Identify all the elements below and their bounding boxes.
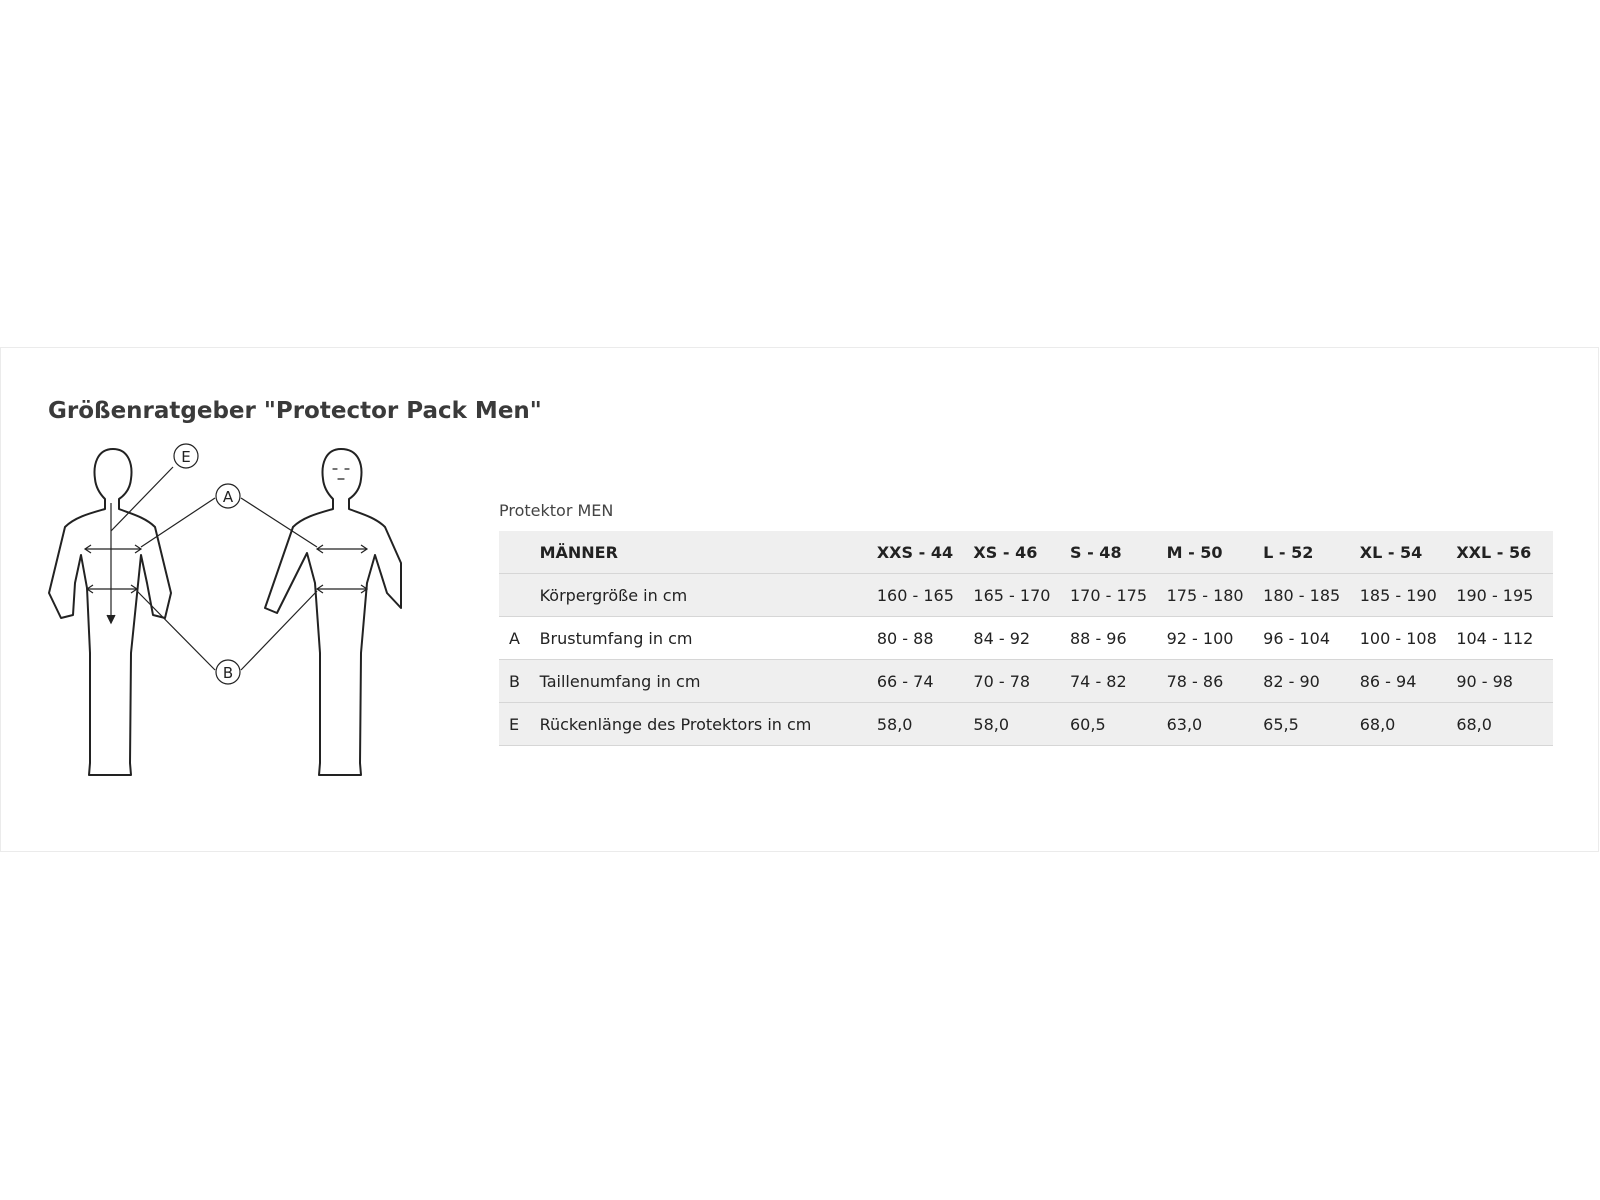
header-size: L - 52 bbox=[1263, 531, 1360, 574]
row-value: 78 - 86 bbox=[1167, 660, 1264, 703]
svg-text:B: B bbox=[222, 664, 234, 682]
row-value: 58,0 bbox=[973, 703, 1070, 746]
row-value: 175 - 180 bbox=[1167, 574, 1264, 617]
size-guide-panel bbox=[0, 347, 1599, 852]
marker-e bbox=[174, 444, 198, 468]
row-value: 68,0 bbox=[1360, 703, 1457, 746]
row-value: 96 - 104 bbox=[1263, 617, 1360, 660]
table-header-row bbox=[499, 531, 1553, 574]
front-view-body bbox=[265, 449, 401, 775]
row-value: 80 - 88 bbox=[877, 617, 974, 660]
body-measurement-figure bbox=[45, 443, 425, 803]
row-value: 190 - 195 bbox=[1456, 574, 1553, 617]
row-key: A bbox=[499, 617, 540, 660]
row-value: 60,5 bbox=[1070, 703, 1167, 746]
marker-b bbox=[216, 660, 240, 684]
row-label: Brustumfang in cm bbox=[540, 617, 877, 660]
table-row bbox=[499, 703, 1553, 746]
row-key: B bbox=[499, 660, 540, 703]
row-value: 180 - 185 bbox=[1263, 574, 1360, 617]
header-size: M - 50 bbox=[1167, 531, 1264, 574]
table-row bbox=[499, 617, 1553, 660]
header-key bbox=[499, 531, 540, 574]
row-label: Rückenlänge des Protektors in cm bbox=[540, 703, 877, 746]
svg-text:A: A bbox=[222, 488, 234, 506]
header-size: XL - 54 bbox=[1360, 531, 1457, 574]
row-value: 70 - 78 bbox=[973, 660, 1070, 703]
row-value: 90 - 98 bbox=[1456, 660, 1553, 703]
header-size: S - 48 bbox=[1070, 531, 1167, 574]
row-key: E bbox=[499, 703, 540, 746]
row-value: 185 - 190 bbox=[1360, 574, 1457, 617]
back-view-body bbox=[49, 449, 171, 775]
row-value: 84 - 92 bbox=[973, 617, 1070, 660]
table-caption: Protektor MEN bbox=[499, 501, 614, 520]
row-value: 86 - 94 bbox=[1360, 660, 1457, 703]
row-value: 68,0 bbox=[1456, 703, 1553, 746]
table-row bbox=[499, 574, 1553, 617]
size-guide-title: Größenratgeber "Protector Pack Men" bbox=[48, 398, 542, 424]
header-size: XS - 46 bbox=[973, 531, 1070, 574]
row-value: 160 - 165 bbox=[877, 574, 974, 617]
row-value: 88 - 96 bbox=[1070, 617, 1167, 660]
row-value: 104 - 112 bbox=[1456, 617, 1553, 660]
table-row bbox=[499, 660, 1553, 703]
header-size: XXS - 44 bbox=[877, 531, 974, 574]
row-value: 165 - 170 bbox=[973, 574, 1070, 617]
header-size: XXL - 56 bbox=[1456, 531, 1553, 574]
row-value: 63,0 bbox=[1167, 703, 1264, 746]
marker-a bbox=[216, 484, 240, 508]
header-label: MÄNNER bbox=[540, 531, 877, 574]
svg-text:E: E bbox=[181, 448, 191, 466]
row-value: 66 - 74 bbox=[877, 660, 974, 703]
row-label: Körpergröße in cm bbox=[540, 574, 877, 617]
row-value: 65,5 bbox=[1263, 703, 1360, 746]
row-label: Taillenumfang in cm bbox=[540, 660, 877, 703]
row-value: 74 - 82 bbox=[1070, 660, 1167, 703]
row-key bbox=[499, 574, 540, 617]
row-value: 100 - 108 bbox=[1360, 617, 1457, 660]
row-value: 170 - 175 bbox=[1070, 574, 1167, 617]
size-table bbox=[499, 531, 1553, 746]
row-value: 82 - 90 bbox=[1263, 660, 1360, 703]
row-value: 58,0 bbox=[877, 703, 974, 746]
row-value: 92 - 100 bbox=[1167, 617, 1264, 660]
